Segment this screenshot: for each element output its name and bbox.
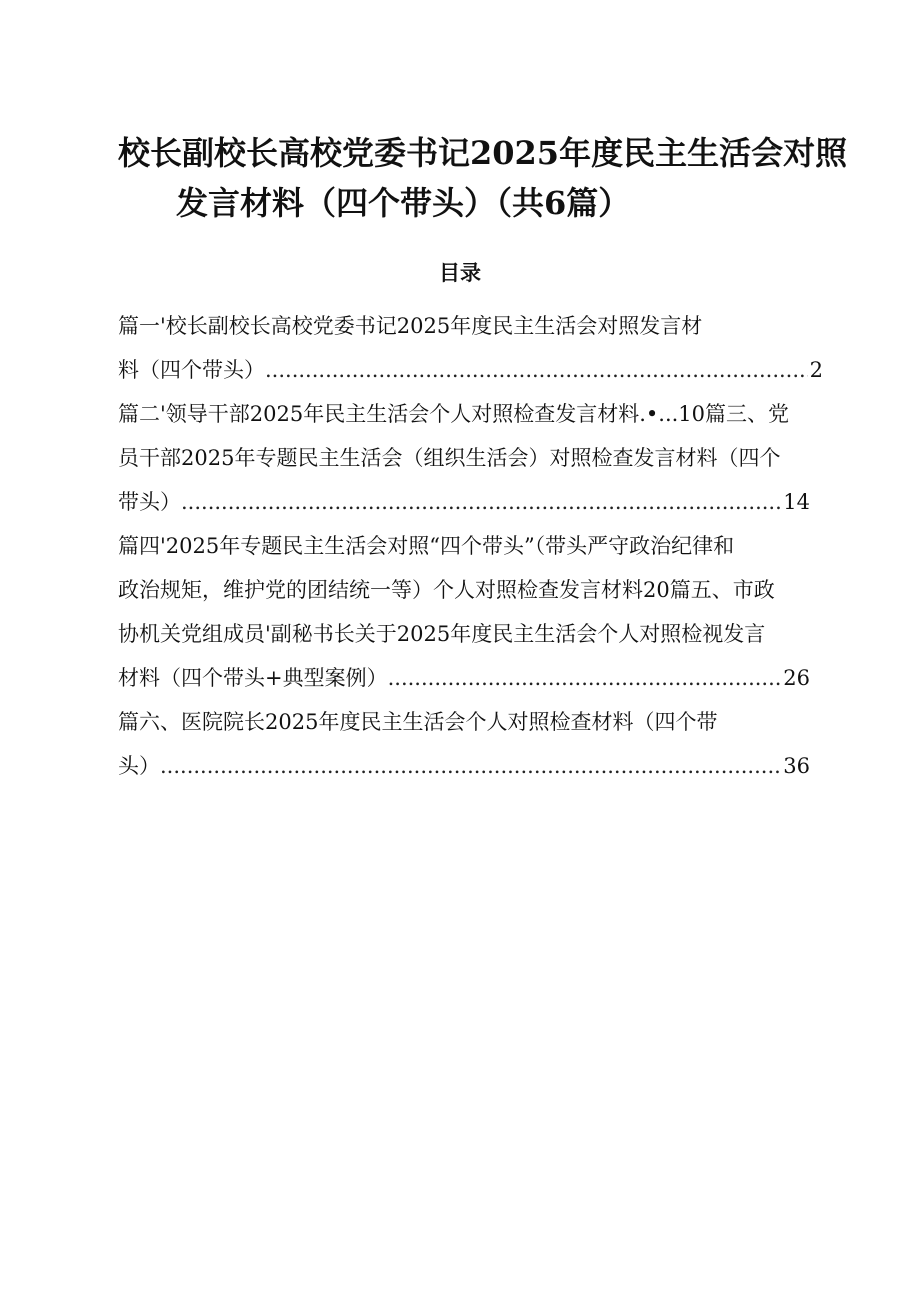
toc-page-number: 36 bbox=[783, 754, 810, 778]
toc-page-number: 14 bbox=[783, 490, 810, 514]
table-of-contents bbox=[118, 304, 846, 788]
toc-line-text: 材料（四个带头+典型案例） bbox=[118, 666, 388, 690]
toc-dot-leader bbox=[181, 480, 781, 524]
toc-line bbox=[118, 700, 846, 744]
title-line-1: 校长副校长高校党委书记2025年度民主生活会对照 bbox=[118, 134, 848, 172]
toc-line-text: 料（四个带头） bbox=[118, 358, 265, 382]
document-title bbox=[118, 128, 848, 228]
toc-dot-leader bbox=[160, 744, 781, 788]
title-line-2: 发言材料（四个带头）（共6篇） bbox=[176, 184, 631, 222]
toc-line-text: 协机关党组成员'副秘书长关于2025年度民主生活会个人对照检视发言 bbox=[118, 622, 766, 646]
toc-page-number: 26 bbox=[783, 666, 810, 690]
toc-line-text: 头） bbox=[118, 754, 160, 778]
toc-line-text: 员干部2025年专题民主生活会（组织生活会）对照检查发言材料（四个 bbox=[118, 446, 781, 470]
toc-heading: 目录 bbox=[439, 260, 481, 285]
toc-line[interactable] bbox=[118, 480, 810, 524]
toc-dot-leader bbox=[265, 348, 808, 392]
toc-line-text: 篇一'校长副校长高校党委书记2025年度民主生活会对照发言材 bbox=[118, 314, 703, 338]
toc-line[interactable] bbox=[118, 348, 823, 392]
toc-line-text: 篇六、医院院长2025年度民主生活会个人对照检查材料（四个带 bbox=[118, 710, 718, 734]
toc-line bbox=[118, 568, 846, 612]
toc-line[interactable] bbox=[118, 744, 810, 788]
toc-line bbox=[118, 392, 846, 436]
toc-line bbox=[118, 304, 846, 348]
toc-line[interactable] bbox=[118, 656, 810, 700]
toc-line-text: 带头） bbox=[118, 490, 181, 514]
toc-line bbox=[118, 436, 846, 480]
toc-line-text: 政治规矩，维护党的团结统一等）个人对照检查发言材料20篇五、市政 bbox=[118, 578, 775, 602]
toc-dot-leader bbox=[388, 656, 782, 700]
toc-page-number: 2 bbox=[809, 358, 823, 382]
toc-line-text: 篇四'2025年专题民主生活会对照“四个带头”（带头严守政治纪律和 bbox=[118, 534, 735, 558]
toc-line bbox=[118, 612, 846, 656]
toc-line bbox=[118, 524, 846, 568]
toc-line-text: 篇二'领导干部2025年民主生活会个人对照检查发言材料.•...10篇三、党 bbox=[118, 402, 790, 426]
